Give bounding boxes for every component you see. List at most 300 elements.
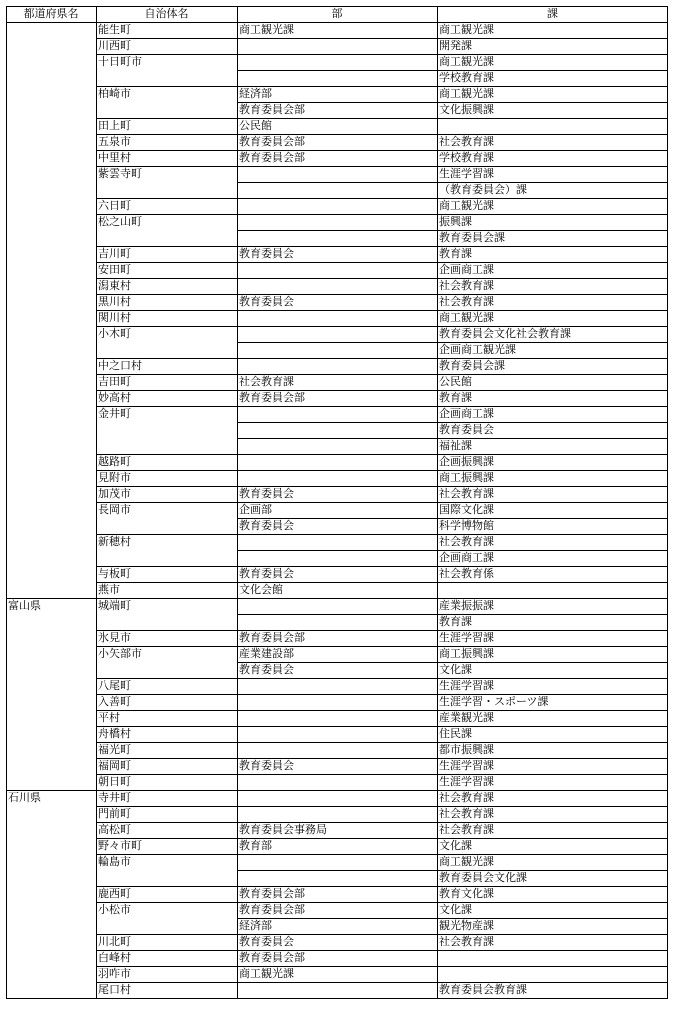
municipality-cell: 新穂村: [98, 535, 131, 548]
municipality-cell: 柏崎市: [98, 87, 131, 100]
department-cell: 経済部: [239, 919, 272, 932]
municipality-cell: 入善町: [98, 695, 131, 708]
municipality-cell: 福光町: [98, 743, 131, 756]
grid-line: [237, 118, 668, 119]
section-cell: 開発課: [439, 39, 472, 52]
prefecture-cell: [6, 198, 96, 214]
prefecture-cell: [6, 70, 96, 86]
section-cell: 社会教育課: [439, 535, 494, 548]
grid-line: [237, 822, 668, 823]
section-cell: 生涯学習・スポーツ課: [439, 695, 549, 708]
department-cell: [237, 614, 437, 630]
municipality-cell: 紫雲寺町: [98, 167, 142, 180]
prefecture-cell: [6, 678, 96, 694]
section-cell: 商工観光課: [439, 199, 494, 212]
municipality-cell: 中里村: [98, 151, 131, 164]
grid-line: [237, 342, 668, 343]
prefecture-cell: [6, 902, 96, 918]
department-cell: 経済部: [239, 87, 272, 100]
municipality-cell: 黒川村: [98, 295, 131, 308]
prefecture-cell: [6, 102, 96, 118]
grid-line: [237, 214, 668, 215]
grid-line: [237, 838, 668, 839]
section-cell: [437, 582, 668, 598]
grid-line: [96, 726, 237, 727]
grid-line: [96, 710, 237, 711]
department-cell: 教育委員会事務局: [239, 823, 327, 836]
department-cell: 教育委員会部: [239, 887, 305, 900]
grid-line: [237, 358, 668, 359]
municipality-cell: 安田町: [98, 263, 131, 276]
grid-line: [96, 534, 237, 535]
grid-line: [237, 934, 668, 935]
grid-line: [96, 54, 237, 55]
prefecture-cell: [6, 86, 96, 102]
prefecture-cell: [6, 486, 96, 502]
municipality-cell: [96, 342, 237, 358]
section-cell: 教育委員会: [439, 423, 494, 436]
municipality-cell: [96, 870, 237, 886]
grid-line: [237, 662, 668, 663]
municipality-cell: 小矢部市: [98, 647, 142, 660]
prefecture-cell: [6, 22, 96, 38]
department-cell: [237, 454, 437, 470]
grid-line: [96, 326, 237, 327]
prefecture-cell: [6, 806, 96, 822]
prefecture-cell: [6, 966, 96, 982]
department-cell: 教育委員会: [239, 759, 294, 772]
prefecture-cell: [6, 470, 96, 486]
municipality-cell: 白峰村: [98, 951, 131, 964]
grid-line: [237, 694, 668, 695]
department-cell: 企画部: [239, 503, 272, 516]
department-cell: [237, 694, 437, 710]
municipality-cell: 与板町: [98, 567, 131, 580]
grid-line: [237, 646, 668, 647]
grid-line: [237, 294, 668, 295]
department-cell: 教育委員会: [239, 519, 294, 532]
department-cell: [237, 54, 437, 70]
municipality-cell: 寺井町: [98, 791, 131, 804]
grid-line: [237, 486, 668, 487]
grid-line: [237, 246, 668, 247]
department-cell: 教育委員会: [239, 295, 294, 308]
department-cell: 商工観光課: [239, 23, 294, 36]
grid-line: [237, 598, 668, 599]
department-cell: [237, 470, 437, 486]
municipality-cell: 五泉市: [98, 135, 131, 148]
prefecture-cell: 石川県: [8, 791, 41, 804]
header-section: 課: [547, 7, 558, 20]
grid-line: [237, 502, 668, 503]
grid-line: [96, 150, 237, 151]
grid-line: [237, 262, 668, 263]
prefecture-cell: [6, 934, 96, 950]
grid-line: [237, 854, 668, 855]
grid-line: [237, 790, 668, 791]
municipality-cell: 吉田町: [98, 375, 131, 388]
grid-line: [96, 966, 237, 967]
grid-line: [237, 918, 668, 919]
municipality-cell: [96, 102, 237, 118]
department-cell: [237, 406, 437, 422]
section-cell: 教育委員会教育課: [439, 983, 527, 996]
section-cell: 商工観光課: [439, 55, 494, 68]
section-cell: 生涯学習課: [439, 679, 494, 692]
grid-line: [96, 742, 237, 743]
department-cell: 教育委員会: [239, 567, 294, 580]
prefecture-cell: [6, 870, 96, 886]
municipality-cell: [96, 550, 237, 566]
department-cell: 教育委員会: [239, 935, 294, 948]
grid-line: [6, 6, 7, 999]
department-cell: [237, 790, 437, 806]
grid-line: [237, 70, 668, 71]
prefecture-cell: [6, 838, 96, 854]
section-cell: 科学博物館: [439, 519, 494, 532]
section-cell: 商工観光課: [439, 311, 494, 324]
prefecture-cell: [6, 982, 96, 998]
grid-line: [96, 902, 237, 903]
section-cell: 文化振興課: [439, 103, 494, 116]
municipality-cell: [96, 182, 237, 198]
municipality-cell: 越路町: [98, 455, 131, 468]
section-cell: 福祉課: [439, 439, 472, 452]
department-cell: [237, 550, 437, 566]
section-cell: 教育課: [439, 615, 472, 628]
municipality-cell: 羽咋市: [98, 967, 131, 980]
prefecture-cell: [6, 646, 96, 662]
prefecture-cell: [6, 534, 96, 550]
section-cell: 教育課: [439, 247, 472, 260]
department-cell: 文化会館: [239, 583, 283, 596]
grid-line: [237, 102, 668, 103]
prefecture-cell: [6, 262, 96, 278]
department-cell: [237, 982, 437, 998]
section-cell: [437, 966, 668, 982]
grid-line: [237, 374, 668, 375]
grid-line: [96, 374, 237, 375]
grid-line: [96, 566, 237, 567]
municipality-cell: 関川村: [98, 311, 131, 324]
municipality-cell: 燕市: [98, 583, 120, 596]
department-cell: [237, 854, 437, 870]
prefecture-cell: [6, 854, 96, 870]
section-cell: 社会教育課: [439, 807, 494, 820]
section-cell: [437, 118, 668, 134]
department-cell: [237, 214, 437, 230]
department-cell: [237, 38, 437, 54]
section-cell: 企画商工課: [439, 551, 494, 564]
grid-line: [6, 22, 668, 23]
municipality-cell: 輪島市: [98, 855, 131, 868]
section-cell: 教育委員会課: [439, 359, 505, 372]
prefecture-cell: [6, 614, 96, 630]
department-cell: [237, 598, 437, 614]
prefecture-cell: [6, 214, 96, 230]
department-cell: 商工観光課: [239, 967, 294, 980]
grid-line: [237, 38, 668, 39]
grid-line: [237, 150, 668, 151]
municipality-cell: 朝日町: [98, 775, 131, 788]
grid-line: [237, 86, 668, 87]
prefecture-cell: [6, 566, 96, 582]
grid-line: [96, 806, 237, 807]
grid-line: [237, 406, 668, 407]
prefecture-cell: [6, 150, 96, 166]
grid-line: [96, 502, 237, 503]
department-cell: [237, 166, 437, 182]
prefecture-cell: 富山県: [8, 599, 41, 612]
prefecture-cell: [6, 694, 96, 710]
grid-line: [96, 934, 237, 935]
prefecture-cell: [6, 918, 96, 934]
grid-line: [237, 678, 668, 679]
section-cell: 文化課: [439, 903, 472, 916]
grid-line: [237, 630, 668, 631]
department-cell: 教育委員会部: [239, 103, 305, 116]
municipality-cell: 野々市町: [98, 839, 142, 852]
department-cell: 教育委員会部: [239, 903, 305, 916]
section-cell: 教育委員会課: [439, 231, 505, 244]
department-cell: 教育委員会部: [239, 151, 305, 164]
section-cell: 生涯学習課: [439, 759, 494, 772]
municipality-cell: 川西町: [98, 39, 131, 52]
grid-line: [96, 118, 237, 119]
section-cell: 文化課: [439, 839, 472, 852]
department-cell: 教育委員会: [239, 247, 294, 260]
grid-line: [237, 166, 668, 167]
prefecture-cell: [6, 438, 96, 454]
section-cell: 企画商工観光課: [439, 343, 516, 356]
municipality-cell: 能生町: [98, 23, 131, 36]
prefecture-cell: [6, 518, 96, 534]
prefecture-cell: [6, 358, 96, 374]
section-cell: 学校教育課: [439, 151, 494, 164]
grid-line: [96, 166, 237, 167]
grid-line: [96, 86, 237, 87]
municipality-cell: 田上町: [98, 119, 131, 132]
section-cell: 社会教育課: [439, 935, 494, 948]
grid-line: [96, 694, 237, 695]
municipality-cell: 鹿西町: [98, 887, 131, 900]
department-cell: [237, 710, 437, 726]
grid-line: [237, 902, 668, 903]
grid-line: [237, 518, 668, 519]
section-cell: 企画商工課: [439, 263, 494, 276]
municipality-cell: 長岡市: [98, 503, 131, 516]
section-cell: 産業観光課: [439, 711, 494, 724]
grid-line: [96, 982, 237, 983]
grid-line: [237, 422, 668, 423]
department-cell: 教育部: [239, 839, 272, 852]
municipality-cell: 加茂市: [98, 487, 131, 500]
header-prefecture: 都道府県名: [23, 7, 79, 20]
municipality-cell: 小松市: [98, 903, 131, 916]
grid-line: [237, 470, 668, 471]
spreadsheet-table: [6, 6, 668, 999]
grid-line: [96, 678, 237, 679]
grid-line: [96, 198, 237, 199]
department-cell: 公民館: [239, 119, 272, 132]
grid-line: [96, 758, 237, 759]
grid-line: [96, 646, 237, 647]
department-cell: [237, 742, 437, 758]
grid-line: [96, 630, 237, 631]
municipality-cell: 中之口村: [98, 359, 142, 372]
grid-line: [237, 806, 668, 807]
grid-line: [96, 790, 237, 791]
prefecture-cell: [6, 390, 96, 406]
department-cell: [237, 358, 437, 374]
municipality-cell: 金井町: [98, 407, 131, 420]
grid-line: [6, 6, 668, 7]
section-cell: 文化課: [439, 663, 472, 676]
grid-line: [237, 310, 668, 311]
section-cell: 教育委員会文化社会教育課: [439, 327, 571, 340]
grid-line: [237, 390, 668, 391]
grid-line: [237, 54, 668, 55]
grid-line: [237, 198, 668, 199]
grid-line: [237, 870, 668, 871]
grid-line: [96, 246, 237, 247]
municipality-cell: 舟橋村: [98, 727, 131, 740]
grid-line: [237, 566, 668, 567]
department-cell: [237, 326, 437, 342]
prefecture-cell: [6, 342, 96, 358]
section-cell: 産業振振課: [439, 599, 494, 612]
department-cell: [237, 870, 437, 886]
grid-line: [237, 582, 668, 583]
prefecture-cell: [6, 54, 96, 70]
grid-line: [96, 470, 237, 471]
grid-line: [96, 262, 237, 263]
prefecture-cell: [6, 118, 96, 134]
municipality-cell: 高松町: [98, 823, 131, 836]
department-cell: 社会教育課: [239, 375, 294, 388]
grid-line: [237, 182, 668, 183]
department-cell: [237, 774, 437, 790]
department-cell: [237, 70, 437, 86]
grid-line: [237, 982, 668, 983]
prefecture-cell: [6, 822, 96, 838]
department-cell: 教育委員会部: [239, 951, 305, 964]
grid-line: [237, 886, 668, 887]
grid-line: [237, 326, 668, 327]
section-cell: 生涯学習課: [439, 167, 494, 180]
section-cell: 観光物産課: [439, 919, 494, 932]
municipality-cell: 城端町: [98, 599, 131, 612]
prefecture-cell: [6, 326, 96, 342]
department-cell: [237, 182, 437, 198]
section-cell: 教育文化課: [439, 887, 494, 900]
municipality-cell: 見附市: [98, 471, 131, 484]
grid-line: [96, 950, 237, 951]
municipality-cell: [96, 518, 237, 534]
section-cell: 教育課: [439, 391, 472, 404]
prefecture-cell: [6, 886, 96, 902]
grid-line: [237, 438, 668, 439]
grid-line: [96, 214, 237, 215]
section-cell: 商工観光課: [439, 855, 494, 868]
grid-line: [237, 534, 668, 535]
municipality-cell: [96, 662, 237, 678]
municipality-cell: 潟東村: [98, 279, 131, 292]
grid-line: [96, 774, 237, 775]
grid-line: [96, 390, 237, 391]
section-cell: 生涯学習課: [439, 631, 494, 644]
grid-line: [6, 998, 668, 999]
municipality-cell: 尾口村: [98, 983, 131, 996]
department-cell: [237, 342, 437, 358]
section-cell: 社会教育課: [439, 135, 494, 148]
municipality-cell: 六日町: [98, 199, 131, 212]
department-cell: 教育委員会: [239, 487, 294, 500]
municipality-cell: 妙高村: [98, 391, 131, 404]
section-cell: （教育委員会）課: [439, 183, 527, 196]
section-cell: 公民館: [439, 375, 472, 388]
grid-line: [96, 838, 237, 839]
section-cell: 商工振興課: [439, 471, 494, 484]
grid-line: [96, 38, 237, 39]
grid-line: [237, 230, 668, 231]
section-cell: 社会教育課: [439, 823, 494, 836]
prefecture-cell: [6, 294, 96, 310]
municipality-cell: [96, 614, 237, 630]
grid-line: [6, 598, 96, 599]
department-cell: [237, 438, 437, 454]
section-cell: 社会教育課: [439, 295, 494, 308]
prefecture-cell: [6, 422, 96, 438]
section-cell: [437, 950, 668, 966]
department-cell: 教育委員会: [239, 663, 294, 676]
prefecture-cell: [6, 246, 96, 262]
municipality-cell: 氷見市: [98, 631, 131, 644]
section-cell: 商工観光課: [439, 87, 494, 100]
grid-line: [96, 454, 237, 455]
grid-line: [237, 550, 668, 551]
department-cell: 教育委員会部: [239, 135, 305, 148]
municipality-cell: 門前町: [98, 807, 131, 820]
grid-line: [237, 726, 668, 727]
grid-line: [96, 486, 237, 487]
section-cell: 企画商工課: [439, 407, 494, 420]
prefecture-cell: [6, 774, 96, 790]
grid-line: [237, 950, 668, 951]
section-cell: 振興課: [439, 215, 472, 228]
prefecture-cell: [6, 374, 96, 390]
municipality-cell: 松之山町: [98, 215, 142, 228]
section-cell: 商工観光課: [439, 23, 494, 36]
department-cell: 教育委員会部: [239, 631, 305, 644]
municipality-cell: [96, 70, 237, 86]
section-cell: 住民課: [439, 727, 472, 740]
section-cell: 都市振興課: [439, 743, 494, 756]
municipality-cell: [96, 230, 237, 246]
prefecture-cell: [6, 182, 96, 198]
grid-line: [96, 310, 237, 311]
grid-line: [237, 278, 668, 279]
section-cell: 社会教育係: [439, 567, 494, 580]
prefecture-cell: [6, 310, 96, 326]
department-cell: [237, 230, 437, 246]
municipality-cell: [96, 422, 237, 438]
prefecture-cell: [6, 630, 96, 646]
prefecture-cell: [6, 454, 96, 470]
prefecture-cell: [6, 406, 96, 422]
grid-line: [237, 774, 668, 775]
municipality-cell: 平村: [98, 711, 120, 724]
